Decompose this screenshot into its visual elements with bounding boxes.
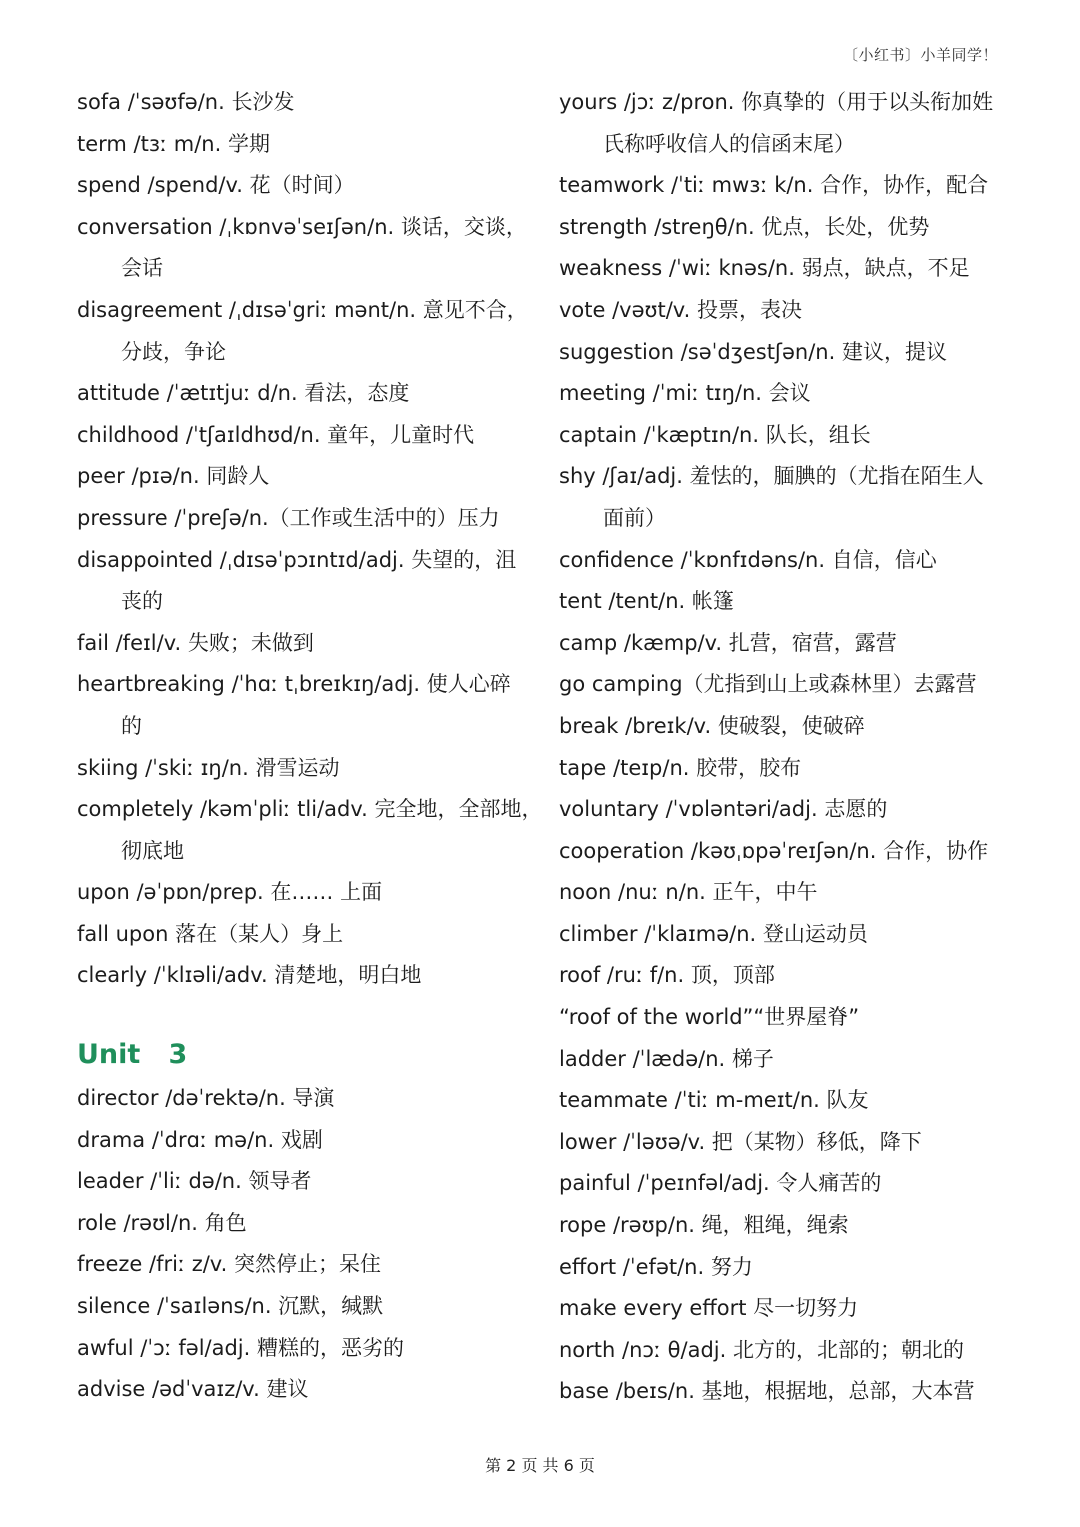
entry-text: go camping（尤指到山上或森林里）去露营 [559, 672, 977, 697]
vocab-entry [77, 415, 547, 457]
entry-text: teamwork /ˈtiː mwɜː k/n. 合作，协作，配合 [559, 173, 989, 198]
right-column [559, 82, 1019, 1413]
vocab-entry [77, 456, 547, 498]
vocab-entry [559, 872, 1019, 914]
entry-text: upon /əˈpɒn/prep. 在…… 上面 [77, 880, 383, 905]
vocab-entry [559, 623, 1019, 665]
entry-text: advise /ədˈvaɪz/v. 建议 [77, 1377, 309, 1402]
entry-text: completely /kəmˈpliː tli/adv. 完全地，全部地， [77, 797, 543, 822]
entry-text: meeting /ˈmiː tɪŋ/n. 会议 [559, 381, 811, 406]
entry-text: rope /rəʊp/n. 绳，粗绳，绳索 [559, 1213, 849, 1238]
entry-text: strength /streŋθ/n. 优点，长处，优势 [559, 214, 930, 239]
vocab-entry [559, 789, 1019, 831]
entry-text: clearly /ˈklɪəli/adv. 清楚地，明白地 [77, 963, 422, 988]
vocab-entry [559, 955, 1019, 997]
vocab-entry [559, 290, 1019, 332]
vocab-entry [559, 1205, 1019, 1247]
entry-text: freeze /friː z/v. 突然停止；呆住 [77, 1252, 381, 1277]
entry-text: drama /ˈdrɑː mə/n. 戏剧 [77, 1127, 323, 1152]
entry-text: cooperation /kəʊˌɒpəˈreɪʃən/n. 合作，协作 [559, 838, 989, 863]
entry-text: ladder /ˈlædə/n. 梯子 [559, 1046, 774, 1071]
vocab-entry [559, 914, 1019, 956]
entry-text: disagreement /ˌdɪsəˈgriː mənt/n. 意见不合， [77, 297, 528, 322]
vocab-entry [77, 664, 547, 747]
vocab-entry [559, 82, 1019, 165]
vocab-entry [559, 664, 1019, 706]
entry-continuation: 氏称呼收信人的信函末尾） [603, 131, 855, 156]
vocab-entry [559, 1371, 1019, 1413]
vocab-entry [77, 1286, 547, 1328]
vocab-entry [77, 498, 547, 540]
entry-text: break /breɪk/v. 使破裂，使破碎 [559, 713, 865, 738]
entry-text: “roof of the world”“世界屋脊” [559, 1005, 860, 1030]
entry-text: attitude /ˈætɪtjuː d/n. 看法，态度 [77, 381, 410, 406]
entry-text: base /beɪs/n. 基地，根据地，总部，大本营 [559, 1379, 975, 1404]
entry-continuation: 分歧，争论 [121, 339, 226, 364]
entry-text: north /nɔː θ/adj. 北方的，北部的；朝北的 [559, 1337, 964, 1362]
vocab-entry [559, 1039, 1019, 1081]
entry-text: effort /ˈefət/n. 努力 [559, 1254, 753, 1279]
entry-text: fall upon 落在（某人）身上 [77, 921, 344, 946]
vocab-entry [77, 1161, 547, 1203]
vocab-entry [77, 290, 547, 373]
vocab-entry [77, 124, 547, 166]
entry-text: voluntary /ˈvɒləntəri/adj. 志愿的 [559, 797, 888, 822]
vocab-entry [77, 373, 547, 415]
vocab-entry [77, 748, 547, 790]
entry-text: teammate /ˈtiː m-meɪt/n. 队友 [559, 1088, 869, 1113]
vocab-entry [77, 1244, 547, 1286]
entry-text: tent /tent/n. 帐篷 [559, 589, 734, 614]
entry-text: captain /ˈkæptɪn/n. 队长，组长 [559, 422, 871, 447]
entry-text: term /tɜː m/n. 学期 [77, 131, 270, 156]
vocab-entry [77, 540, 547, 623]
entry-continuation: 会话 [121, 256, 163, 281]
entry-text: noon /nuː n/n. 正午，中午 [559, 880, 818, 905]
entry-text: weakness /ˈwiː knəs/n. 弱点，缺点，不足 [559, 256, 970, 281]
vocab-entry [77, 789, 547, 872]
vocab-entry [559, 1122, 1019, 1164]
entry-text: pressure /ˈpreʃə/n.（工作或生活中的）压力 [77, 505, 500, 530]
vocab-entry [77, 165, 547, 207]
vocab-entry [559, 332, 1019, 374]
vocab-entry [77, 872, 547, 914]
vocab-entry [559, 706, 1019, 748]
entry-text: yours /jɔː z/pron. 你真挚的（用于以头衔加姓 [559, 90, 994, 114]
entry-text: sofa /ˈsəʊfə/n. 长沙发 [77, 90, 295, 114]
vocab-entry [559, 373, 1019, 415]
vocab-entry [559, 415, 1019, 457]
vocab-entry [559, 456, 1019, 539]
entry-text: spend /spend/v. 花（时间） [77, 173, 355, 198]
unit-heading: Unit 3 [77, 1039, 188, 1071]
entry-text: confidence /ˈkɒnfɪdəns/n. 自信，信心 [559, 547, 937, 572]
vocab-entry [77, 1203, 547, 1245]
entry-continuation: 的 [121, 713, 142, 738]
vocab-entry [559, 165, 1019, 207]
entry-text: skiing /ˈskiː ɪŋ/n. 滑雪运动 [77, 755, 340, 780]
watermark-text: 〔小红书〕小羊同学！ [842, 46, 998, 64]
vocab-entry [77, 623, 547, 665]
vocab-entry [77, 1120, 547, 1162]
entry-text: climber /ˈklaɪmə/n. 登山运动员 [559, 921, 868, 946]
left-column [77, 82, 547, 1411]
vocab-entry [559, 1247, 1019, 1289]
vocab-entry [559, 997, 1019, 1039]
entry-continuation: 面前） [603, 505, 666, 530]
vocab-entry [559, 1163, 1019, 1205]
entry-text: make every effort 尽一切努力 [559, 1296, 859, 1321]
entry-text: tape /teɪp/n. 胶带，胶布 [559, 755, 802, 780]
vocab-entry [559, 1288, 1019, 1330]
vocab-entry [77, 955, 547, 997]
entry-continuation: 丧的 [121, 589, 163, 614]
entry-text: shy /ʃaɪ/adj. 羞怯的，腼腆的（尤指在陌生人 [559, 464, 984, 489]
vocab-entry [77, 82, 547, 124]
entry-text: roof /ruː f/n. 顶，顶部 [559, 963, 775, 988]
entry-text: camp /kæmp/v. 扎营，宿营，露营 [559, 630, 897, 655]
entry-continuation: 彻底地 [121, 838, 184, 863]
entry-text: conversation /ˌkɒnvəˈseɪʃən/n. 谈话，交谈， [77, 214, 527, 239]
entry-text: suggestion /səˈdʒestʃən/n. 建议，提议 [559, 339, 947, 364]
entry-text: disappointed /ˌdɪsəˈpɔɪntɪd/adj. 失望的，沮 [77, 547, 517, 572]
vocab-entry [77, 1328, 547, 1370]
vocab-entry [77, 207, 547, 290]
entry-text: role /rəʊl/n. 角色 [77, 1210, 247, 1235]
vocab-entry [559, 540, 1019, 582]
vocab-entry [559, 581, 1019, 623]
vocab-entry [559, 207, 1019, 249]
page-footer: 第 2 页 共 6 页 [485, 1456, 595, 1475]
entry-text: awful /ˈɔː fəl/adj. 糟糕的，恶劣的 [77, 1335, 404, 1360]
entry-text: leader /ˈliː də/n. 领导者 [77, 1169, 312, 1194]
vocab-entry [559, 748, 1019, 790]
entry-text: silence /ˈsaɪləns/n. 沉默，缄默 [77, 1294, 384, 1319]
entry-text: vote /vəʊt/v. 投票，表决 [559, 297, 802, 322]
vocab-entry [559, 1080, 1019, 1122]
vocab-entry [77, 1078, 547, 1120]
entry-text: lower /ˈləʊə/v. 把（某物）移低，降下 [559, 1129, 922, 1154]
vocab-entry [77, 1369, 547, 1411]
entry-text: childhood /ˈtʃaɪldhʊd/n. 童年，儿童时代 [77, 422, 475, 447]
entry-text: director /dəˈrektə/n. 导演 [77, 1086, 335, 1111]
vocab-entry [77, 914, 547, 956]
vocab-entry [559, 248, 1019, 290]
entry-text: fail /feɪl/v. 失败；未做到 [77, 630, 314, 655]
vocab-entry [559, 831, 1019, 873]
entry-text: heartbreaking /ˈhɑː tˌbreɪkɪŋ/adj. 使人心碎 [77, 672, 511, 697]
entry-text: peer /pɪə/n. 同龄人 [77, 464, 270, 489]
entry-text: painful /ˈpeɪnfəl/adj. 令人痛苦的 [559, 1171, 882, 1196]
vocab-entry [559, 1330, 1019, 1372]
